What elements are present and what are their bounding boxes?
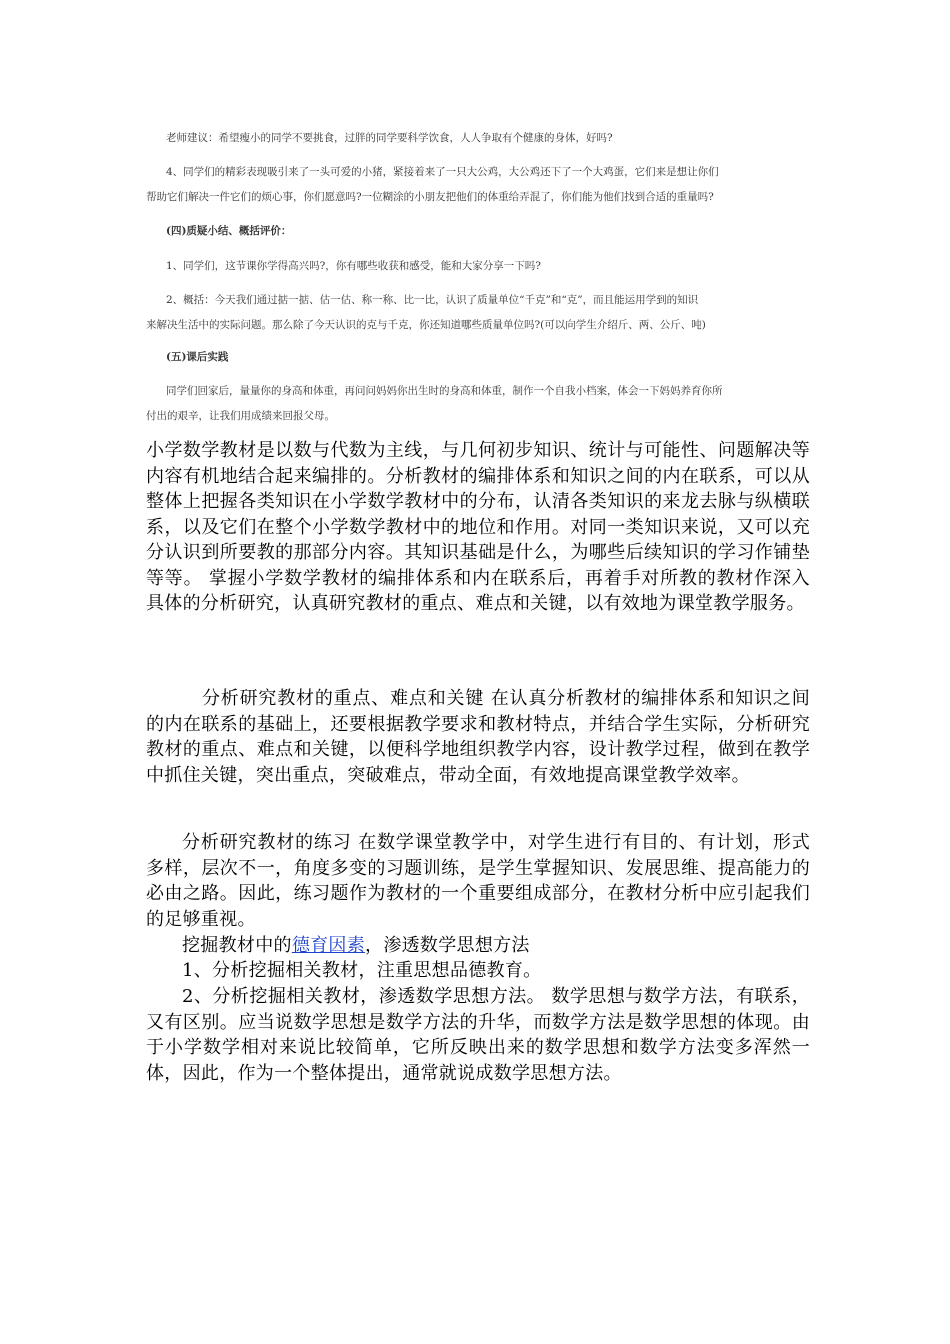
section5-line1: 同学们回家后，量量你的身高和体重，再问问妈妈你出生时的身高和体重，制作一个自我小档案，体会一下妈妈养育你所 (166, 385, 723, 397)
essay-paragraph-2-text: 分析研究教材的重点、难点和关键 在认真分析教材的编排体系和知识之间的内在联系的基础上，还要根据教学要求和教材特点，并结合学生实际，分析研究教材的重点、难点和关键，以便科学地组织教学内容，设计教学过程，做到在教学中抓住关键，突出重点，突破难点，带动全面，有效地提高课堂教学效率。 (146, 688, 810, 786)
section5-heading: (五)课后实践 (166, 351, 229, 363)
essay-paragraph-4-suffix: ，渗透数学思想方法 (365, 935, 530, 956)
essay-paragraph-6 (146, 984, 810, 1086)
essay-paragraph-1 (146, 438, 810, 617)
essay-paragraph-6-text: 2、分析挖掘相关教材，渗透数学思想方法。 数学思想与数学方法，有联系，又有区别。应当说数学思想是数学方法的升华，而数学方法是数学思想的体现。由于小学数学相对来说比较简单，它所反映出来的数学思想和数学方法变多浑然一体，因此，作为一个整体提出，通常就说成数学思想方法。 (146, 986, 810, 1084)
section4-item1: 1、同学们，这节课你学得高兴吗?，你有哪些收获和感受，能和大家分享一下吗? (166, 260, 541, 272)
section4-item2-line1: 2、概括：今天我们通过掂一掂、估一估、称一称、比一比，认识了质量单位“千克”和“克”，而且能运用学到的知识 (166, 294, 699, 306)
moral-education-link[interactable]: 德育因素 (291, 935, 366, 956)
essay-paragraph-4-prefix: 挖掘教材中的 (182, 935, 292, 956)
section4-heading: (四)质疑小结、概括评价： (166, 225, 292, 237)
essay-paragraph-3 (146, 830, 810, 932)
section5-line2: 付出的艰辛，让我们用成绩来回报父母。 (146, 410, 335, 422)
essay-paragraph-3-text: 分析研究教材的练习 在数学课堂教学中，对学生进行有目的、有计划，形式多样，层次不一，角度多变的习题训练，是学生掌握知识、发展思维、提高能力的必由之路。因此，练习题作为教材的一个重要组成部分，在教材分析中应引起我们的足够重视。 (146, 832, 810, 930)
item4-line1: 4、同学们的精彩表现吸引来了一头可爱的小猪，紧接着来了一只大公鸡，大公鸡还下了一个大鸡蛋，它们来是想让你们 (166, 166, 719, 178)
essay-paragraph-2 (146, 686, 810, 788)
essay-paragraph-5-text: 1、分析挖掘相关教材，注重思想品德教育。 (182, 960, 542, 981)
section4-item2-line2: 来解决生活中的实际问题。那么除了今天认识的克与千克，你还知道哪些质量单位吗?(可以向学生介绍斤、两、公斤、吨) (146, 319, 706, 331)
essay-paragraph-5 (146, 958, 810, 984)
item4-line2: 帮助它们解决一件它们的烦心事，你们愿意吗?一位糊涂的小朋友把他们的体重给弄混了，你们能为他们找到合适的重量吗? (146, 191, 714, 203)
essay-paragraph-4 (146, 933, 810, 959)
teacher-advice: 老师建议：希望瘦小的同学不要挑食，过胖的同学要科学饮食，人人争取有个健康的身体，好吗? (166, 132, 613, 144)
essay-paragraph-1-text: 小学数学教材是以数与代数为主线，与几何初步知识、统计与可能性、问题解决等内容有机地结合起来编排的。分析教材的编排体系和知识之间的内在联系，可以从整体上把握各类知识在小学数学教材中的分布，认清各类知识的来龙去脉与纵横联系，以及它们在整个小学数学教材中的地位和作用。对同一类知识来说，又可以充分认识到所要教的那部分内容。其知识基础是什么，为哪些后续知识的学习作铺垫等等。 掌握小学数学教材的编排体系和内在联系后，再着手对所教的教材作深入具体的分析研究，认真研究教材的重点、难点和关键，以有效地为课堂教学服务。 (146, 440, 810, 614)
